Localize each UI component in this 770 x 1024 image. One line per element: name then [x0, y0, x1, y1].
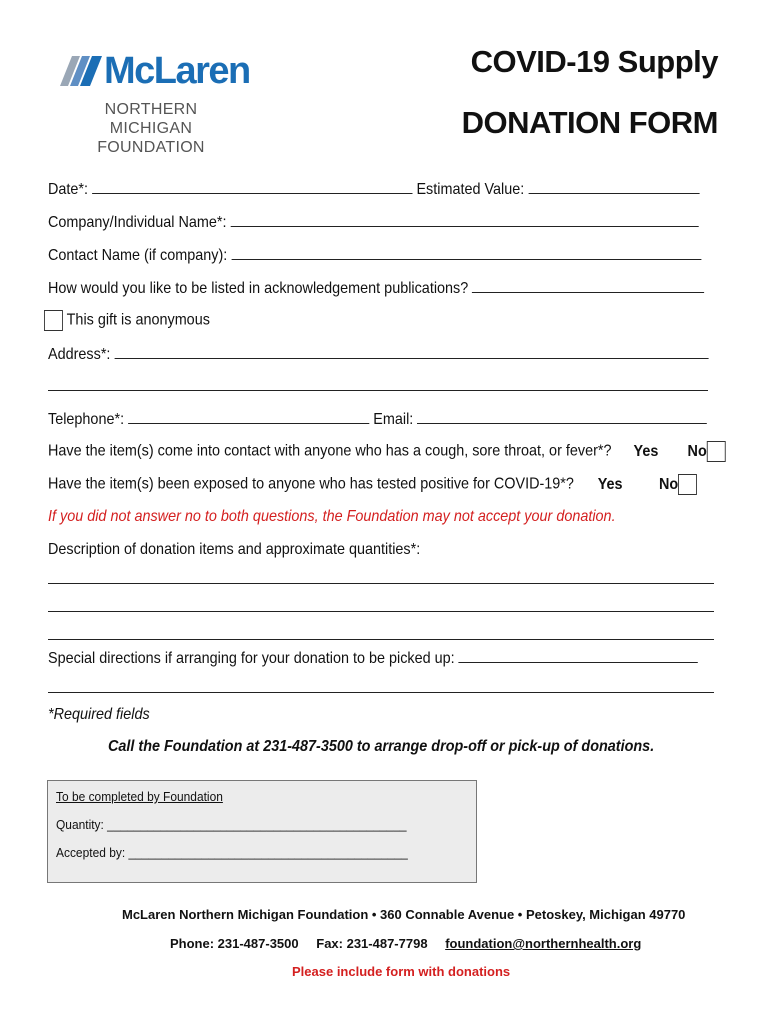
telephone-label: Telephone*:	[48, 411, 125, 428]
contact-label: Contact Name (if company):	[48, 247, 228, 264]
logo-subtitle	[62, 100, 240, 157]
foundation-box-heading: To be completed by Foundation	[56, 789, 223, 804]
foundation-use-box	[47, 780, 477, 883]
address-row	[48, 343, 708, 365]
estimated-value-field[interactable]	[528, 178, 699, 194]
date-label: Date*:	[48, 181, 89, 198]
listing-row	[48, 277, 704, 299]
company-label: Company/Individual Name*:	[48, 214, 227, 231]
question-exposed-row	[48, 474, 697, 495]
footer-email-link[interactable]: foundation@northernhealth.org	[445, 936, 642, 951]
footer-note: Please include form with donations	[292, 964, 511, 979]
footer-address: McLaren Northern Michigan Foundation • 360 Connable Avenue • Petoskey, Michigan 49770	[122, 907, 686, 922]
telephone-row	[48, 408, 707, 430]
page-title-line1: COVID-19 Supply	[470, 44, 718, 79]
question-cough-yes[interactable]: Yes	[633, 442, 659, 460]
description-line-3[interactable]	[48, 639, 714, 640]
date-field[interactable]	[92, 178, 412, 194]
pickup-field[interactable]	[459, 647, 698, 663]
anonymous-label: This gift is anonymous	[66, 311, 210, 329]
required-fields-note: *Required fields	[48, 706, 150, 723]
date-row	[48, 178, 699, 200]
logo-subtitle-line2: FOUNDATION	[97, 139, 205, 156]
mclaren-logo-icon	[58, 52, 104, 88]
question-exposed-no-checkbox[interactable]	[678, 474, 697, 495]
email-label: Email:	[373, 411, 414, 428]
listing-question: How would you like to be listed in acknowledgement publications?	[48, 280, 469, 297]
foundation-accepted-by-field[interactable]: Accepted by: __________________________________________	[56, 845, 408, 860]
company-field[interactable]	[231, 211, 699, 227]
footer-phone: Phone: 231-487-3500	[170, 936, 299, 951]
estimated-value-label: Estimated Value:	[416, 181, 525, 198]
question-cough-no-checkbox[interactable]	[707, 441, 726, 462]
warning-text: If you did not answer no to both questions, the Foundation may not accept your donation.	[48, 508, 616, 525]
description-label: Description of donation items and approximate quantities*:	[48, 541, 421, 558]
pickup-label: Special directions if arranging for your donation to be picked up:	[48, 650, 455, 667]
anonymous-row	[44, 310, 210, 331]
company-row	[48, 211, 699, 233]
listing-field[interactable]	[472, 277, 704, 293]
contact-field[interactable]	[231, 244, 701, 260]
pickup-row	[48, 647, 698, 669]
foundation-quantity-field[interactable]: Quantity: _____________________________________________	[56, 817, 407, 832]
description-line-1[interactable]	[48, 583, 714, 584]
address-line-2[interactable]	[48, 390, 708, 391]
logo-subtitle-line1: NORTHERN MICHIGAN	[104, 101, 198, 137]
question-cough: Have the item(s) come into contact with anyone who has a cough, sore throat, or fever*?	[48, 442, 612, 460]
question-exposed-no[interactable]: No	[658, 475, 679, 493]
call-note: Call the Foundation at 231-487-3500 to arrange drop-off or pick-up of donations.	[108, 738, 655, 755]
contact-row	[48, 244, 701, 266]
logo-wordmark: McLaren	[104, 50, 250, 92]
question-exposed-yes[interactable]: Yes	[597, 475, 623, 493]
footer-fax: Fax: 231-487-7798	[316, 936, 428, 951]
question-exposed: Have the item(s) been exposed to anyone who has tested positive for COVID-19*?	[48, 475, 574, 493]
description-line-2[interactable]	[48, 611, 714, 612]
footer-contact-row	[170, 936, 641, 951]
address-label: Address*:	[48, 346, 111, 363]
page-title-line2: DONATION FORM	[461, 105, 718, 140]
question-cough-no[interactable]: No	[687, 442, 707, 460]
email-field[interactable]	[417, 408, 707, 424]
telephone-field[interactable]	[128, 408, 369, 424]
question-cough-row	[48, 441, 726, 462]
address-field[interactable]	[114, 343, 708, 359]
pickup-line-2[interactable]	[48, 692, 714, 693]
anonymous-checkbox[interactable]	[44, 310, 63, 331]
